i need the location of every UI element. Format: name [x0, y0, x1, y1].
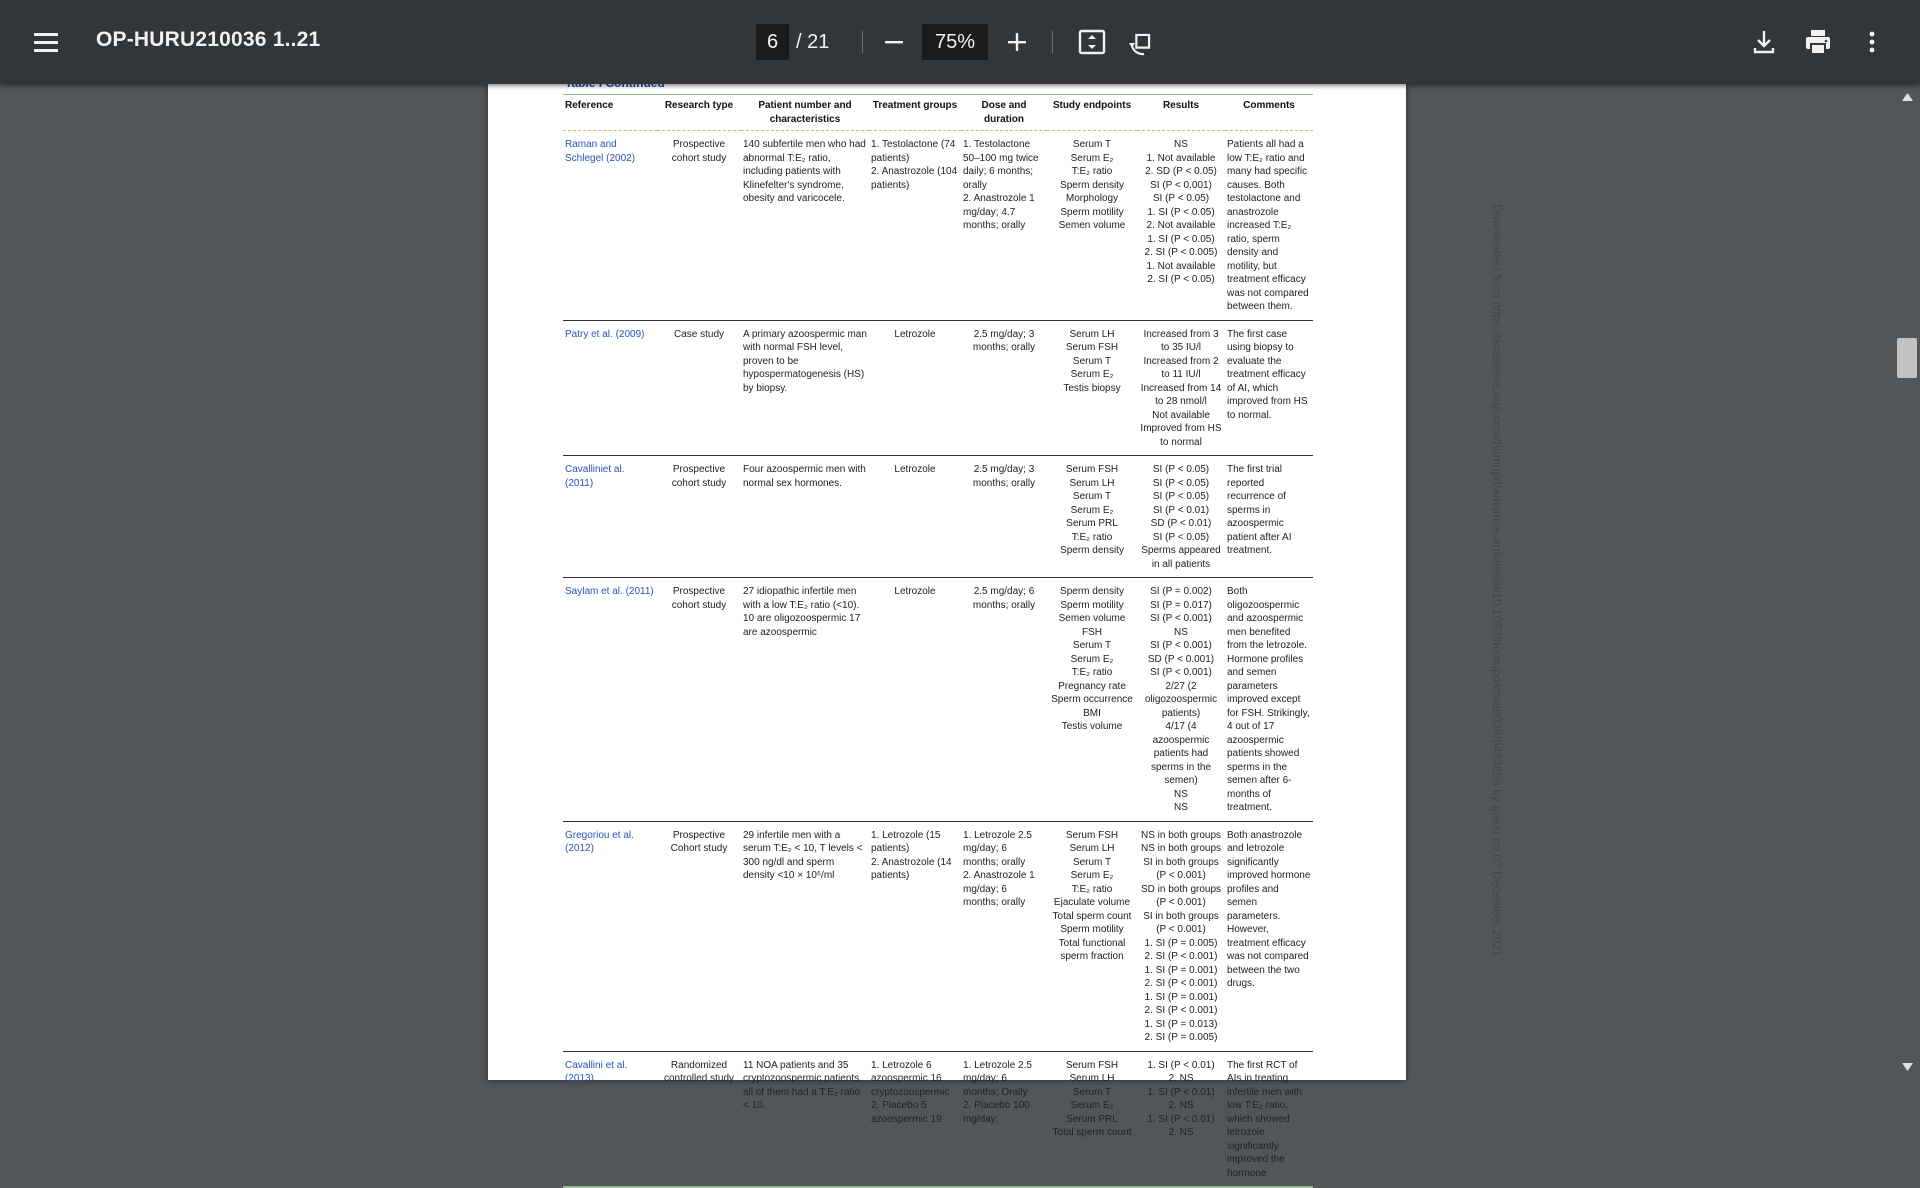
endpoint-line: Sperm density [1060, 586, 1124, 597]
endpoint-line: Serum E₂ [1070, 504, 1114, 516]
result-line: 2. SI (P < 0.005) [1144, 247, 1218, 258]
result-line: NS in both groups [1140, 843, 1222, 854]
result-line: 1. SI (P = 0.001) [1144, 964, 1218, 976]
endpoint-line: T:E₂ ratio [1071, 166, 1113, 177]
column-header: Study endpoints [1047, 95, 1137, 131]
endpoint-line: Sperm density [1060, 545, 1124, 556]
reference-link[interactable]: Saylam et al. (2011) [565, 586, 654, 597]
endpoint-line: T:E₂ ratio [1071, 667, 1113, 678]
comments-cell: The first RCT of AIs in treating infertile men with low T:E₂ ratio, which showed letrozole significantly improved the hormone [1227, 1059, 1303, 1179]
result-line: SD in both groups (P < 0.001) [1140, 883, 1222, 908]
zoom-level-input[interactable] [922, 24, 988, 60]
result-line: NS [1174, 788, 1188, 800]
result-line: SI in both groups (P < 0.001) [1143, 856, 1219, 881]
result-line: SI (P < 0.05) [1152, 477, 1210, 489]
endpoint-line: Serum T [1072, 491, 1112, 502]
endpoint-line: Serum E₂ [1070, 1100, 1114, 1111]
dose-cell [961, 1051, 1047, 1187]
scroll-up-arrow-icon[interactable] [1901, 92, 1914, 102]
patients-cell: A primary azoospermic man with normal FSH level, proven to be hypospermatogenesis (HS) by biopsy. [743, 328, 867, 394]
result-line: SD (P < 0.01) [1150, 518, 1212, 529]
column-header: Comments [1225, 95, 1313, 131]
endpoints-cell [1047, 578, 1137, 822]
dose-cell [961, 578, 1047, 822]
endpoint-line: Semen volume [1058, 613, 1126, 624]
results-cell [1137, 131, 1225, 321]
endpoint-line: Sperm density [1060, 179, 1124, 191]
result-line: 1. SI (P = 0.013) [1144, 1018, 1218, 1030]
endpoint-line: Serum PRL [1066, 518, 1118, 529]
research-type-cell: Case study [673, 328, 725, 340]
reference-link[interactable]: Patry et al. (2009) [565, 328, 645, 340]
table-row [563, 1051, 1313, 1187]
endpoint-line: Serum FSH [1065, 464, 1119, 475]
treatment-line: 1. Letrozole (15 patients) [871, 829, 941, 854]
endpoint-line: Serum E₂ [1070, 653, 1114, 665]
endpoint-line: Serum E₂ [1070, 870, 1114, 881]
result-line: 2. NS [1168, 1073, 1194, 1084]
endpoint-line: Testis biopsy [1063, 382, 1121, 394]
result-line: 1. Not available [1146, 152, 1216, 164]
treatment-line: Letrozole [894, 586, 936, 597]
research-type-cell: Prospective cohort study [671, 464, 727, 489]
endpoint-line: Morphology [1065, 193, 1119, 204]
endpoint-line: Serum T [1072, 139, 1112, 150]
endpoint-line: Total functional sperm fraction [1058, 937, 1126, 962]
result-line: 2. SD (P < 0.05) [1145, 166, 1217, 177]
result-line: SI (P < 0.05) [1152, 491, 1210, 502]
toolbar-divider [1052, 31, 1053, 53]
dose-line: 2.5 mg/day; 6 months; orally [972, 586, 1036, 611]
treatment-line: 1. Letrozole 6 azoospermic 16 cryptozoospermic [871, 1059, 950, 1098]
endpoint-line: Serum FSH [1065, 829, 1119, 841]
results-cell [1137, 578, 1225, 822]
result-line: SI (P < 0.001) [1150, 667, 1212, 678]
dose-line: 2.5 mg/day; 3 months; orally [972, 328, 1036, 353]
table-row [563, 320, 1313, 456]
result-line: SI (P < 0.01) [1152, 504, 1210, 516]
pdf-page [488, 84, 1504, 1179]
result-line: 1. SI (P < 0.01) [1147, 1113, 1215, 1125]
endpoint-line: Sperm motility [1060, 599, 1124, 611]
endpoint-line: Serum T [1072, 355, 1112, 367]
reference-link[interactable]: Gregoriou et al. (2012) [565, 829, 634, 854]
endpoint-line: Sperm motility [1060, 924, 1124, 935]
patients-cell: 11 NOA patients and 35 cryptozoospermic patients, all of them had a T:E₂ ratio < 10. [743, 1059, 862, 1111]
patients-cell: 140 subfertile men who had abnormal T:E₂ ratio, including patients with Klinefelter's syndrome, obesity and varicocele. [743, 139, 866, 204]
patients-cell: 27 idiopathic infertile men with a low T:E₂ ratio (<10). 10 are oligozoospermic 17 are azoospermic [743, 586, 861, 638]
result-line: 2. SI (P < 0.001) [1144, 1005, 1218, 1016]
dose-line: 2. Placebo 100 mg/day; [963, 1100, 1030, 1125]
endpoint-line: Serum LH [1069, 843, 1115, 854]
result-line: 1. SI (P < 0.01) [1147, 1059, 1215, 1071]
endpoint-line: Serum LH [1069, 328, 1115, 340]
result-line: Sperms appeared in all patients [1141, 545, 1221, 570]
result-line: 2. SI (P < 0.001) [1144, 978, 1218, 989]
endpoints-cell [1047, 456, 1137, 578]
endpoint-line: Serum LH [1069, 1073, 1115, 1084]
result-line: NS [1174, 626, 1188, 638]
result-line: Not available [1152, 409, 1210, 421]
result-line: NS [1174, 802, 1188, 813]
endpoint-line: T:E₂ ratio [1071, 531, 1113, 543]
column-header: Research type [657, 95, 741, 131]
vertical-scrollbar[interactable] [1895, 84, 1920, 1080]
scroll-down-arrow-icon[interactable] [1901, 1062, 1914, 1072]
result-line: SI (P < 0.001) [1150, 179, 1212, 191]
dose-cell [961, 320, 1047, 456]
more-vert-icon[interactable] [1854, 24, 1890, 60]
result-line: 1. SI (P = 0.005) [1144, 937, 1218, 949]
table-row [563, 821, 1313, 1051]
result-line: 1. SI (P < 0.05) [1147, 233, 1215, 245]
page-total: / 21 [796, 31, 830, 53]
result-line: Increased from 2 to 11 IU/l [1143, 355, 1219, 380]
results-cell [1137, 456, 1225, 578]
treatment-cell [869, 456, 961, 578]
result-line: SI in both groups (P < 0.001) [1143, 910, 1219, 935]
table-row [563, 578, 1313, 822]
column-header: Dose and duration [961, 95, 1047, 131]
dose-cell [961, 821, 1047, 1051]
endpoint-line: T:E₂ ratio [1071, 883, 1113, 895]
zoom-out-icon[interactable] [879, 27, 909, 57]
dose-line: 2.5 mg/day; 3 months; orally [972, 464, 1036, 489]
research-type-cell: Prospective cohort study [671, 586, 727, 611]
download-icon[interactable] [1746, 24, 1782, 60]
endpoints-cell [1047, 131, 1137, 321]
comments-cell: Both oligozoospermic and azoospermic men benefited from the letrozole. Hormone profiles and semen parameters improved except for FSH. Strikingly, 4 out of 17 azoospermic patients showed sperms in the semen after 6-months of treatment. [1227, 586, 1310, 813]
treatment-line: 2. Placebo 5 azoospermic 19 [871, 1100, 942, 1125]
reference-link[interactable]: Cavalliniet al. (2011) [565, 464, 625, 489]
result-line: 2. NS [1168, 1100, 1194, 1111]
treatment-cell [869, 320, 961, 456]
page-number-input[interactable] [756, 24, 789, 60]
result-line: NS in both groups [1140, 829, 1222, 841]
column-header: Results [1137, 95, 1225, 131]
result-line: 2. Not available [1146, 220, 1216, 231]
result-line: 2. SI (P < 0.001) [1144, 951, 1218, 962]
treatment-line: 2. Anastrozole (14 patients) [871, 856, 952, 881]
table-row [563, 131, 1313, 321]
endpoint-line: BMI [1083, 707, 1101, 719]
column-header: Treatment groups [869, 95, 961, 131]
toolbar-divider [862, 31, 863, 53]
endpoint-line: Serum FSH [1065, 342, 1119, 353]
endpoint-line: Sperm occurrence [1051, 694, 1133, 705]
result-line: NS [1174, 139, 1188, 150]
download-margin-note: Downloaded from https://academic.oup.com/humupd/advance-article/doi/10.1093/humupd/dmab036/6453856 by guest on 07 December 2021 [1490, 204, 1504, 957]
reference-link[interactable]: Cavallini et al. (2013) [565, 1059, 628, 1084]
research-type-cell: Prospective Cohort study [670, 829, 728, 854]
result-line: SI (P = 0.017) [1150, 599, 1212, 611]
comments-cell: Patients all had a low T:E₂ ratio and many had specific causes. Both testolactone and anastrozole increased T:E₂ ratio, sperm density and motility, but treatment efficacy was not compared between them. [1227, 139, 1309, 312]
endpoint-line: Total sperm count [1052, 910, 1132, 922]
menu-icon[interactable] [28, 24, 64, 60]
result-line: SI (P < 0.05) [1152, 464, 1210, 475]
results-cell [1137, 320, 1225, 456]
fit-page-icon[interactable] [1076, 26, 1108, 58]
results-cell [1137, 821, 1225, 1051]
treatment-line: Letrozole [894, 464, 936, 475]
result-line: 2. NS [1168, 1127, 1194, 1138]
endpoints-cell [1047, 821, 1137, 1051]
reference-link[interactable]: Raman and Schlegel (2002) [565, 139, 636, 164]
dose-cell [961, 456, 1047, 578]
endpoint-line: Serum LH [1069, 477, 1115, 489]
patients-cell: Four azoospermic men with normal sex hormones. [743, 464, 866, 489]
endpoint-line: Serum PRL [1066, 1113, 1118, 1125]
pdf-viewer [0, 84, 1920, 1179]
treatment-cell [869, 821, 961, 1051]
rotate-icon[interactable] [1126, 26, 1158, 58]
endpoint-line: Ejaculate volume [1053, 897, 1131, 908]
pdf-toolbar [0, 0, 1920, 84]
endpoint-line: Pregnancy rate [1058, 680, 1126, 692]
result-line: 2. SI (P < 0.05) [1147, 274, 1215, 285]
treatment-cell [869, 578, 961, 822]
result-line: Improved from HS to normal [1140, 423, 1222, 448]
patients-cell: 29 infertile men with a serum T:E₂ < 10, T levels < 300 ng/dl and sperm density <10 × 10⁶/ml [743, 829, 863, 881]
result-line: 4/17 (4 azoospermic patients had sperms in the semen) [1150, 721, 1212, 786]
result-line: 2/27 (2 oligozoospermic patients) [1144, 680, 1218, 719]
table-body [563, 131, 1313, 1188]
endpoint-line: FSH [1082, 626, 1102, 638]
zoom-in-icon[interactable] [1002, 27, 1032, 57]
result-line: 1. SI (P < 0.05) [1147, 206, 1215, 218]
dose-line: 2. Anastrozole 1 mg/day; 6 months; orally [963, 870, 1035, 908]
dose-line: 1. Letrozole 2.5 mg/day; 6 months; orally [963, 829, 1032, 868]
endpoint-line: Semen volume [1058, 220, 1126, 231]
treatment-line: Letrozole [894, 328, 936, 340]
result-line: SI (P < 0.001) [1150, 640, 1212, 651]
treatment-cell [869, 1051, 961, 1187]
column-header: Patient number and characteristics [741, 95, 869, 131]
print-icon[interactable] [1800, 24, 1836, 60]
endpoint-line: Testis volume [1061, 721, 1123, 732]
endpoints-cell [1047, 1051, 1137, 1187]
research-type-cell: Randomized controlled study [663, 1059, 735, 1084]
result-line: SI (P = 0.002) [1150, 586, 1212, 597]
document-title: OP-HURU210036 1..21 [96, 28, 321, 51]
result-line: 1. SI (P = 0.001) [1144, 991, 1218, 1003]
result-line: 1. Not available [1146, 260, 1216, 272]
result-line: Increased from 3 to 35 IU/l [1143, 328, 1219, 353]
research-type-cell: Prospective cohort study [671, 139, 727, 164]
comments-cell: The first case using biopsy to evaluate the treatment efficacy of AI, which improved from HS to normal. [1227, 328, 1308, 421]
endpoint-line: Serum E₂ [1070, 369, 1114, 380]
treatment-line: 1. Testolactone (74 patients) [871, 139, 956, 164]
endpoint-line: Serum T [1072, 640, 1112, 651]
dose-line: 2. Anastrozole 1 mg/day; 4.7 months; orally [963, 193, 1035, 231]
endpoint-line: Serum T [1072, 856, 1112, 868]
comments-cell: The first trial reported recurrence of sperms in azoospermic patient after AI treatment. [1227, 464, 1292, 556]
results-table [563, 94, 1313, 1188]
table-header-row [563, 95, 1313, 131]
endpoint-line: Sperm motility [1060, 206, 1124, 218]
results-cell [1137, 1051, 1225, 1187]
scrollbar-thumb[interactable] [1897, 338, 1917, 378]
result-line: 2. SI (P = 0.005) [1144, 1032, 1218, 1043]
result-line: Increased from 14 to 28 nmol/l [1140, 382, 1222, 407]
endpoint-line: Serum T [1072, 1086, 1112, 1098]
comments-cell: Both anastrozole and letrozole significantly improved hormone profiles and semen parameters. However, treatment efficacy was not compared between the two drugs. [1227, 829, 1311, 989]
treatment-line: 2. Anastrozole (104 patients) [871, 166, 958, 191]
dose-cell [961, 131, 1047, 321]
endpoint-line: Serum FSH [1065, 1059, 1119, 1071]
result-line: SI (P < 0.05) [1152, 531, 1210, 543]
treatment-cell [869, 131, 961, 321]
result-line: SI (P < 0.05) [1152, 193, 1210, 204]
endpoints-cell [1047, 320, 1137, 456]
column-header: Reference [563, 95, 657, 131]
table-row [563, 456, 1313, 578]
result-line: 1. SI (P < 0.01) [1147, 1086, 1215, 1098]
result-line: SI (P < 0.001) [1150, 613, 1212, 624]
endpoint-line: Serum E₂ [1070, 152, 1114, 164]
result-line: SD (P < 0.001) [1147, 653, 1215, 665]
dose-line: 1. Letrozole 2.5 mg/day; 6 months; Orally [963, 1059, 1032, 1098]
dose-line: 1. Testolactone 50–100 mg twice daily; 6 months; orally [963, 139, 1039, 191]
endpoint-line: Total sperm count [1052, 1127, 1132, 1138]
